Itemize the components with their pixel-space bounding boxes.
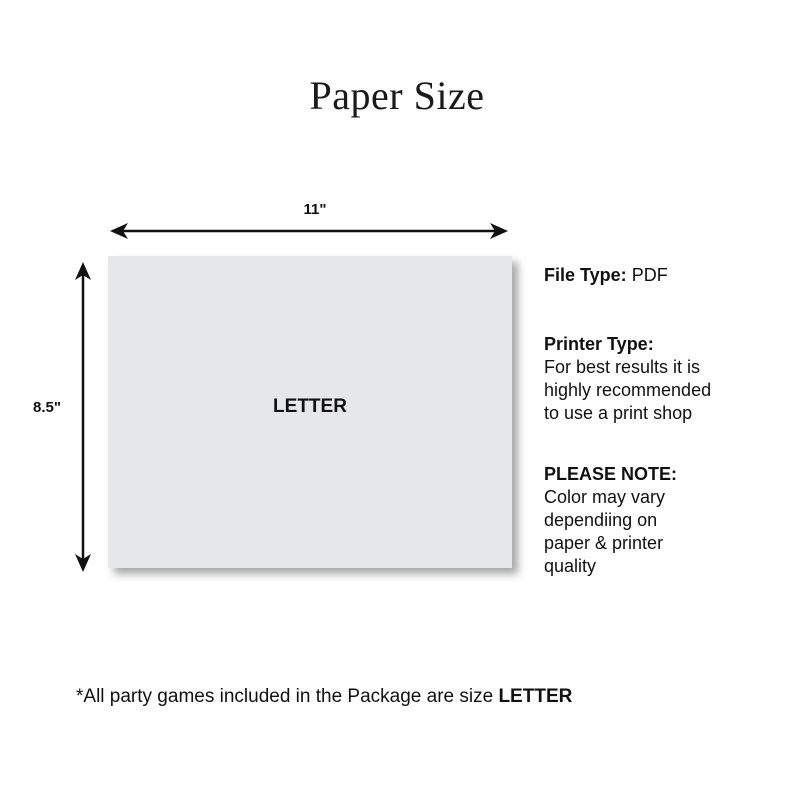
please-note-key: PLEASE NOTE:: [544, 464, 678, 484]
height-arrow: [75, 262, 91, 572]
printer-type-line: For best results it is: [544, 357, 701, 377]
file-type-value: PDF: [631, 265, 668, 285]
paper-size-label: LETTER: [273, 396, 347, 417]
width-label: 11": [303, 201, 327, 218]
printer-type-line: highly recommended: [544, 380, 712, 400]
height-label: 8.5": [33, 399, 61, 416]
footnote: [76, 686, 572, 708]
page-title: Paper Size: [309, 73, 485, 118]
please-note-line: quality: [544, 556, 597, 576]
please-note-line: paper & printer: [544, 533, 664, 553]
printer-type-info: [544, 333, 784, 425]
footnote-text: *All party games included in the Package are size: [76, 686, 499, 707]
printer-type-key: Printer Type:: [544, 334, 654, 354]
footnote-emphasis: LETTER: [498, 686, 573, 707]
letter-paper: [108, 256, 512, 568]
printer-type-line: to use a print shop: [544, 403, 693, 423]
please-note-line: Color may vary: [544, 487, 666, 507]
width-arrow: [110, 223, 508, 239]
file-type-key: File Type:: [544, 265, 627, 285]
please-note-line: dependiing on: [544, 510, 658, 530]
please-note-info: [544, 463, 784, 578]
file-type-info: [544, 264, 784, 287]
